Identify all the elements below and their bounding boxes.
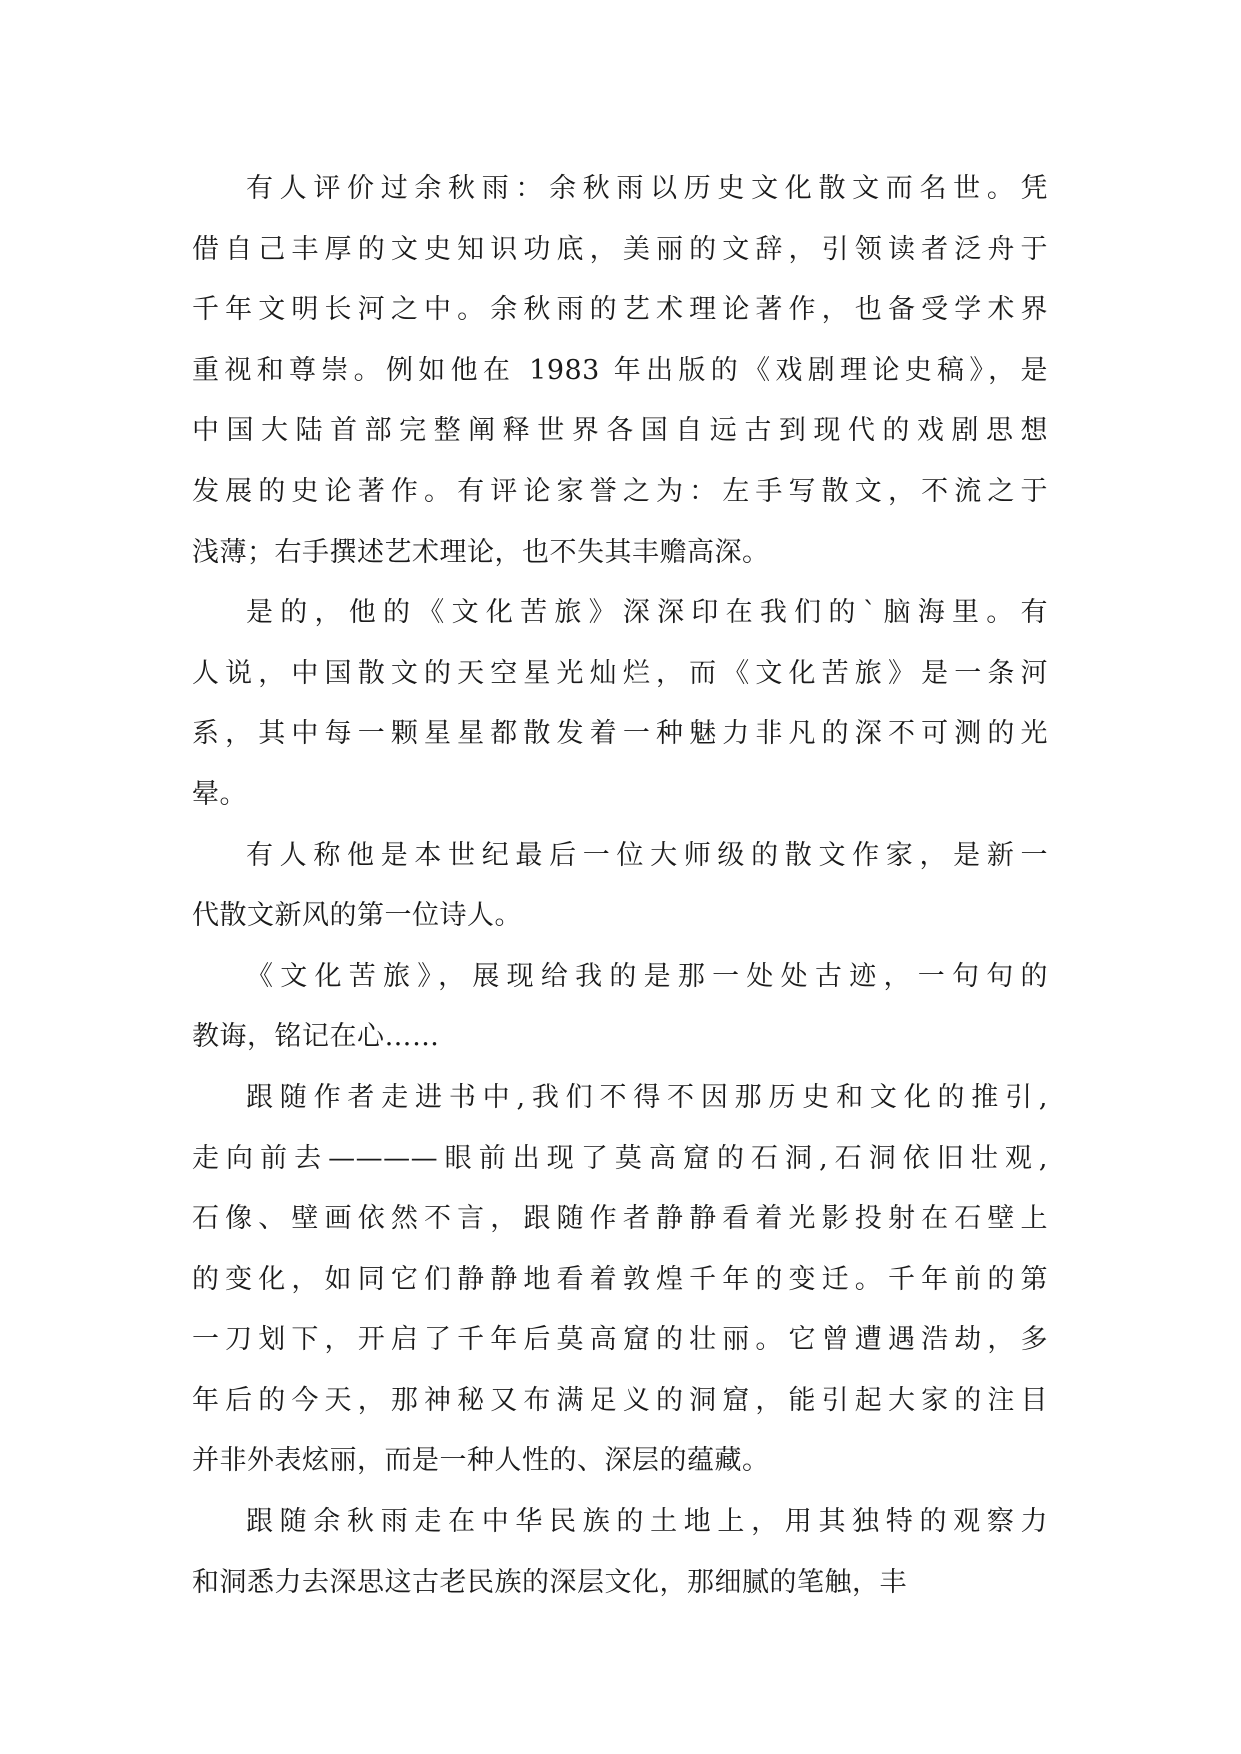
paragraph bbox=[192, 583, 1048, 825]
text-line: 中国大陆首部完整阐释世界各国自远古到现代的戏剧思想 bbox=[192, 415, 1048, 447]
text-line: 和洞悉力去深思这古老民族的深层文化，那细腻的笔触，丰 bbox=[192, 1566, 907, 1598]
paragraph bbox=[192, 826, 1048, 947]
text-line: 晕。 bbox=[192, 778, 247, 810]
paragraph bbox=[192, 1492, 1048, 1613]
text-line: 重视和尊崇。例如他在 1983 年出版的《戏剧理论史稿》，是 bbox=[192, 354, 1048, 386]
text-line: 是的，他的《文化苦旅》深深印在我们的`脑海里。有 bbox=[246, 597, 1048, 629]
text-line: 石像、壁画依然不言，跟随作者静静看着光影投射在石壁上 bbox=[192, 1203, 1048, 1235]
text-line: 的变化，如同它们静静地看着敦煌千年的变迁。千年前的第 bbox=[192, 1263, 1048, 1295]
text-line: 代散文新风的第一位诗人。 bbox=[192, 900, 522, 932]
text-line: 浅薄；右手撰述艺术理论，也不失其丰赡高深。 bbox=[192, 536, 770, 568]
paragraph bbox=[192, 1068, 1048, 1492]
text-line: 系，其中每一颗星星都散发着一种魅力非凡的深不可测的光 bbox=[192, 718, 1048, 750]
text-line: 借自己丰厚的文史知识功底，美丽的文辞，引领读者泛舟于 bbox=[192, 233, 1048, 265]
text-line: 教诲，铭记在心…… bbox=[192, 1021, 440, 1053]
document-body bbox=[192, 159, 1048, 1613]
text-line: 并非外表炫丽，而是一种人性的、深层的蕴藏。 bbox=[192, 1445, 770, 1477]
text-line: 有人称他是本世纪最后一位大师级的散文作家，是新一 bbox=[246, 839, 1048, 871]
text-line: 人说，中国散文的天空星光灿烂，而《文化苦旅》是一条河 bbox=[192, 657, 1048, 689]
text-line: 《文化苦旅》，展现给我的是那一处处古迹，一句句的 bbox=[246, 960, 1048, 992]
text-line: 发展的史论著作。有评论家誉之为：左手写散文，不流之于 bbox=[192, 475, 1048, 507]
text-line: 走向前去————眼前出现了莫高窟的石洞,石洞依旧壮观, bbox=[192, 1142, 1048, 1174]
text-line: 年后的今天，那神秘又布满足义的洞窟，能引起大家的注目 bbox=[192, 1384, 1048, 1416]
text-line: 一刀划下，开启了千年后莫高窟的壮丽。它曾遭遇浩劫，多 bbox=[192, 1324, 1048, 1356]
text-line: 跟随作者走进书中,我们不得不因那历史和文化的推引, bbox=[246, 1081, 1048, 1113]
text-line: 千年文明长河之中。余秋雨的艺术理论著作，也备受学术界 bbox=[192, 294, 1048, 326]
paragraph bbox=[192, 159, 1048, 583]
text-line: 跟随余秋雨走在中华民族的土地上，用其独特的观察力 bbox=[246, 1506, 1048, 1538]
paragraph bbox=[192, 947, 1048, 1068]
text-line: 有人评价过余秋雨：余秋雨以历史文化散文而名世。凭 bbox=[246, 173, 1048, 204]
